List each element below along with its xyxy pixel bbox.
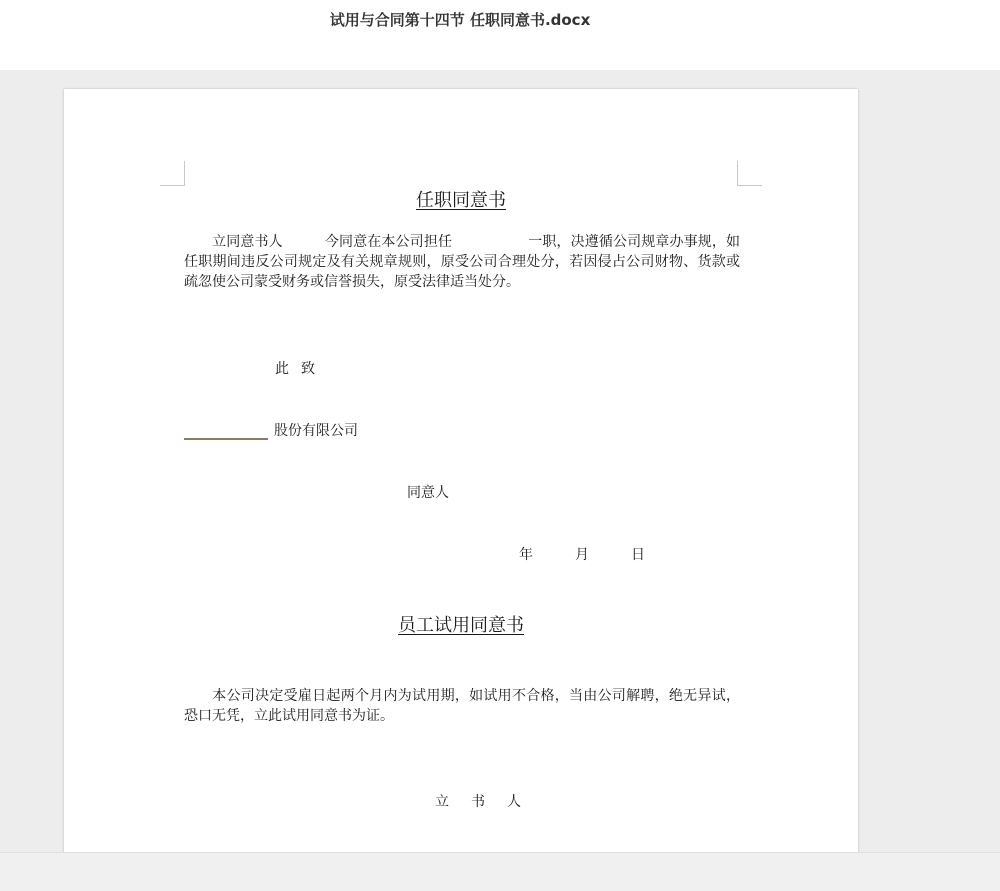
date-day: 日: [631, 547, 645, 563]
para-rest: 一职，决遵循公司规章办事规，如任职期间违反公司规定及有关规章规则，原受公司合理处分，若因侵占公司财物、货款或疏忽使公司蒙受财务或信誉损失，原受法律适当处分。: [184, 234, 741, 290]
para-mid: 今同意在本公司担任: [324, 234, 453, 250]
company-name-blank: [184, 424, 268, 440]
heading-probation-consent: 员工试用同意书: [398, 615, 524, 636]
margin-corner-left: [160, 161, 185, 186]
para-lead: 立同意书人: [212, 234, 283, 250]
salutation: 此致: [275, 361, 327, 377]
heading-appointment-consent: 任职同意书: [416, 190, 506, 211]
title-bar: [0, 0, 1000, 70]
paragraph-appointment-terms: [184, 232, 740, 292]
signer-label: 同意人: [407, 485, 449, 501]
company-suffix: 股份有限公司: [274, 423, 358, 439]
document-viewer[interactable]: [0, 70, 1000, 852]
writer-label: 立书人: [435, 794, 543, 810]
document-page[interactable]: [64, 89, 858, 852]
company-line: [184, 420, 358, 440]
paragraph-probation-terms: 本公司决定受雇日起两个月内为试用期，如试用不合格，当由公司解聘，绝无异试，恐口无凭，立此试用同意书为证。: [184, 688, 740, 724]
date-month: 月: [575, 547, 589, 563]
date-line: [519, 544, 645, 564]
bottom-bar: [0, 852, 1000, 891]
date-year: 年: [519, 547, 533, 563]
document-filename: 试用与合同第十四节 任职同意书.docx: [329, 11, 591, 29]
margin-corner-right: [737, 161, 762, 186]
